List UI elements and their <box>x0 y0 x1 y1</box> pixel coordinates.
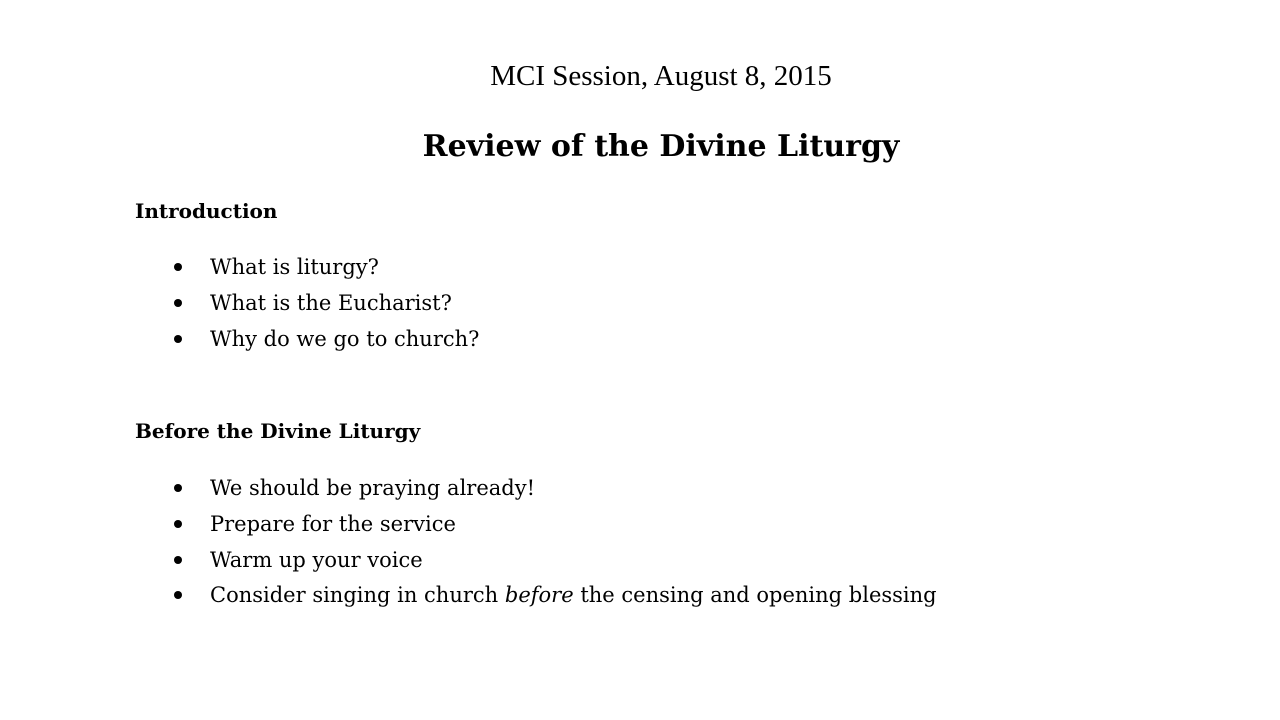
emphasized-word: before <box>504 583 574 608</box>
section-heading-before-liturgy: Before the Divine Liturgy <box>135 419 421 443</box>
bullet-dot-icon <box>174 299 182 307</box>
list-item-text: What is liturgy? <box>210 255 379 279</box>
list-item-text <box>210 581 937 609</box>
bullet-dot-icon <box>174 335 182 343</box>
list-item-text: Warm up your voice <box>210 547 423 572</box>
list-item-text: What is the Eucharist? <box>210 290 452 315</box>
section-heading-introduction: Introduction <box>135 199 278 223</box>
list-item-text: We should be praying already! <box>210 476 536 500</box>
list-item-text-end: the censing and opening blessing <box>573 583 937 608</box>
session-date-heading: MCI Session, August 8, 2015 <box>490 60 832 92</box>
list-item-text: Why do we go to church? <box>210 326 480 351</box>
bullet-dot-icon <box>174 263 182 271</box>
bullet-dot-icon <box>174 484 182 492</box>
list-item-text: Prepare for the service <box>210 511 456 536</box>
bullet-dot-icon <box>174 591 182 599</box>
bullet-dot-icon <box>174 520 182 528</box>
bullet-dot-icon <box>174 556 182 564</box>
document-title: Review of the Divine Liturgy <box>422 129 900 164</box>
list-item-text-start: Consider singing in church <box>210 583 505 608</box>
